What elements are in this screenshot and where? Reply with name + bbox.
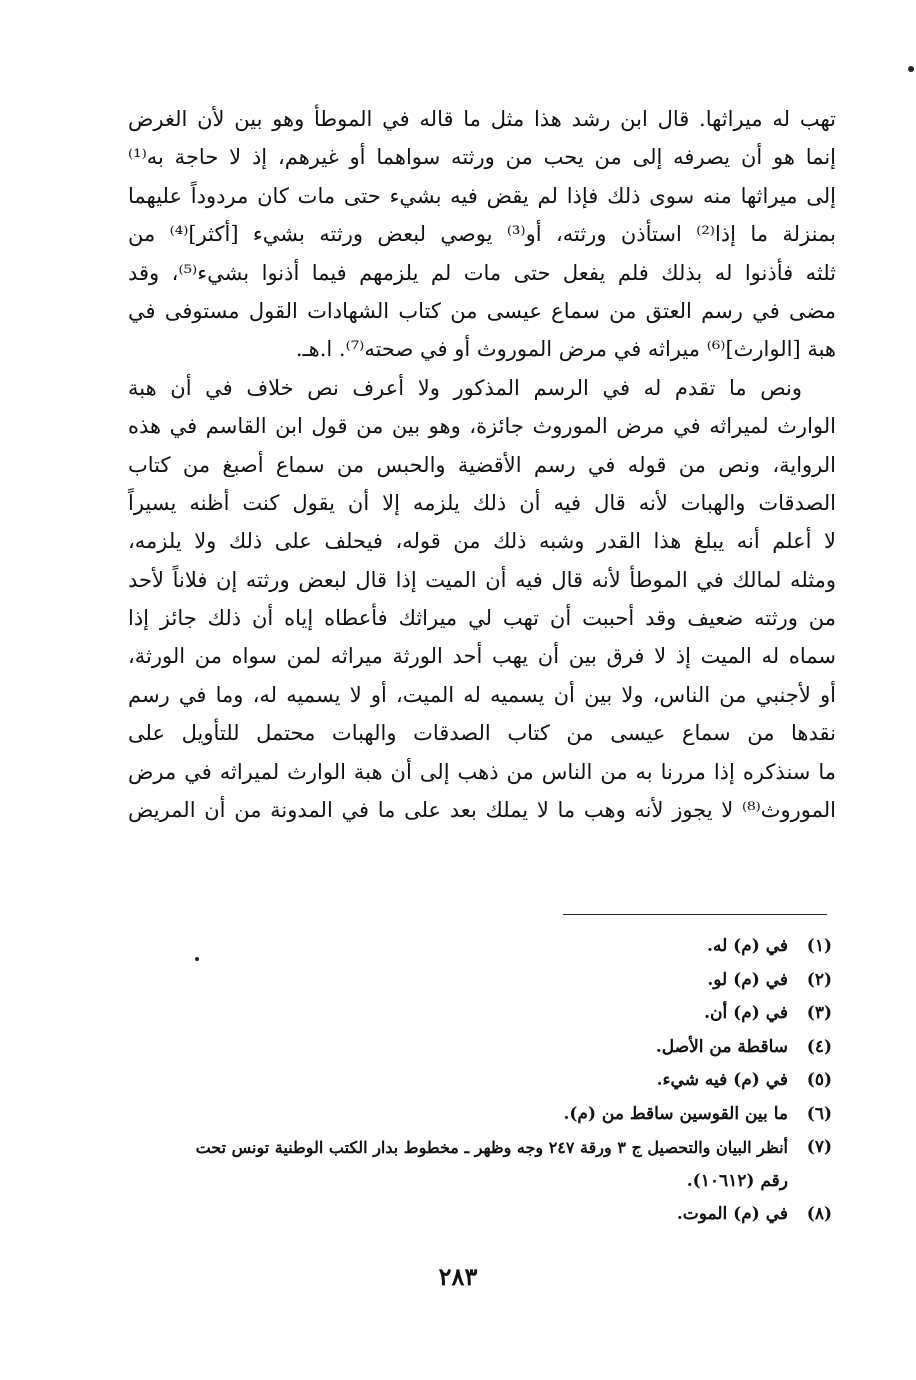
- footnote: [130, 997, 832, 1031]
- footnote-text: في (م) له.: [707, 936, 788, 956]
- footnote: [130, 1131, 832, 1165]
- text-line: إنما هو أن يصرفه إلى من يحب من ورثته سواهما أو غيرهم، إذ لا حاجة به⁽¹⁾: [128, 145, 836, 170]
- text-line: ومثله لمالك في الموطأ لأنه قال فيه أن الميت إذا قال لبعض ورثته إن فلاناً لأحد: [128, 567, 836, 592]
- text-line: بمنزلة ما إذا⁽²⁾ استأذن ورثته، أو⁽³⁾ يوصي لبعض ورثته بشيء [أكثر]⁽⁴⁾ من: [128, 222, 836, 247]
- text-line: نقدها من سماع عيسى من كتاب الصدقات والهبات محتمل للتأويل على: [128, 721, 836, 746]
- footnote-number: (٣): [806, 1003, 832, 1023]
- text-line: الوارث لميراثه في مرض الموروث جائزة، وهو بين من قول ابن القاسم في هذه: [128, 414, 836, 439]
- footnote: [130, 1098, 832, 1132]
- main-text: [128, 100, 836, 829]
- text-line: هبة [الوارث]⁽⁶⁾ ميراثه في مرض الموروث أو في صحته⁽⁷⁾. ا.هـ.: [295, 337, 836, 362]
- margin-mark: [908, 66, 914, 72]
- text-line: الصدقات والهبات لأنه قال فيه أن ذلك يلزمه إلا أن يقول كنت أظنه يسيراً: [128, 490, 836, 515]
- text-line: سماه له الميت إذ لا فرق بين أن يهب أحد الورثة ميراثه لمن سواه من الورثة،: [128, 644, 836, 669]
- text-line: من ورثته ضعيف وقد أحببت أن تهب لي ميراثك فأعطاه إياه أن ذلك جائز إذا: [128, 606, 836, 631]
- footnote-continuation: رقم (١٠٦١٢).: [686, 1170, 788, 1191]
- footnote-number: (١): [806, 936, 832, 956]
- text-line: ما سنذكره إذا مررنا به من الناس من ذهب إلى أن هبة الوارث لميراثه في مرض: [128, 759, 836, 784]
- footnote-separator: [563, 914, 827, 915]
- footnote-text: في (م) أن.: [704, 1003, 788, 1023]
- text-line: أو لأجنبي من الناس، ولا بين أن يسميه له الميت، أو لا يسميه له، وما في رسم: [128, 682, 836, 707]
- footnote-text: في (م) الموت.: [676, 1204, 788, 1224]
- text-line: ثلثه فأذنوا له بذلك فلم يفعل حتى مات لم يلزمهم فيما أذنوا بشيء⁽⁵⁾، وقد: [128, 260, 836, 285]
- footnote: [130, 1064, 832, 1098]
- footnote-number: (٢): [806, 969, 832, 990]
- text-line: ونص ما تقدم له في الرسم المذكور ولا أعرف نص خلاف في أن هبة: [128, 375, 802, 400]
- page-number: ٢٨٣: [438, 1262, 478, 1291]
- footnote-number: (٧): [806, 1137, 832, 1157]
- text-line: مضى في رسم العتق من سماع عيسى من كتاب الشهادات القول مستوفى في: [128, 298, 836, 323]
- footnote-text: ساقطة من الأصل.: [655, 1036, 788, 1057]
- text-line: الرواية، ونص من قوله في رسم الأقضية والحبس من سماع أصبغ من كتاب: [128, 452, 836, 477]
- footnote-text: ما بين القوسين ساقط من (م).: [563, 1103, 788, 1124]
- footnotes: [130, 930, 832, 1232]
- footnote: [130, 930, 832, 964]
- footnote-number: (٥): [806, 1070, 832, 1090]
- text-line: لا أعلم أنه يبلغ هذا القدر وشبه ذلك من قوله، فيحلف على ذلك ولا يلزمه،: [128, 529, 836, 554]
- footnote: [130, 1031, 832, 1065]
- footnote-number: (٤): [806, 1036, 832, 1057]
- footnote: [130, 1198, 832, 1232]
- text-line: تهب له ميراثها. قال ابن رشد هذا مثل ما قاله في الموطأ وهو بين لأن الغرض: [128, 107, 836, 131]
- footnote: [130, 964, 832, 998]
- text-line: الموروث⁽⁸⁾ لا يجوز لأنه وهب ما لا يملك بعد على ما في المدونة من أن المريض: [128, 798, 836, 823]
- footnote-number: (٦): [806, 1103, 832, 1124]
- footnote-number: (٨): [806, 1204, 832, 1224]
- footnote-text: في (م) فيه شيء.: [656, 1070, 788, 1090]
- footnote-text: أنظر البيان والتحصيل ج ٣ ورقة ٢٤٧ وجه وظهر ـ مخطوط بدار الكتب الوطنية تونس تحت: [195, 1138, 788, 1157]
- footnote-text: في (م) لو.: [707, 969, 788, 990]
- text-line: إلى ميراثها منه سوى ذلك فإذا لم يقض فيه بشيء حتى مات كان مردوداً عليهما: [128, 183, 836, 208]
